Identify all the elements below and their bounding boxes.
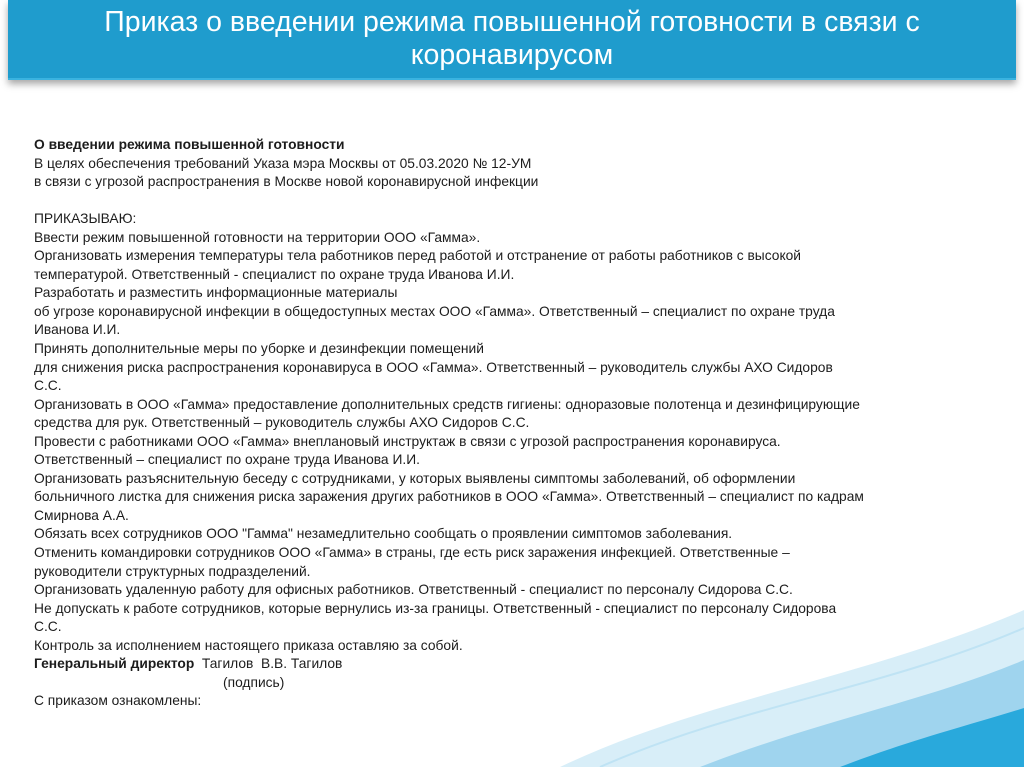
order-line: Организовать измерения температуры тела работников перед работой и отстранение от работы работников с высокой xyxy=(34,248,802,264)
order-line: Ответственный – специалист по охране труда Иванова И.И. xyxy=(34,452,420,468)
order-line: руководители структурных подразделений. xyxy=(34,563,311,579)
order-document xyxy=(34,136,1009,711)
signature-name: Тагилов В.В. Тагилов xyxy=(194,656,343,672)
order-line: средства для рук. Ответственный – руководитель службы АХО Сидоров С.С. xyxy=(34,415,530,431)
order-line: С.С. xyxy=(34,619,62,635)
order-line: Ввести режим повышенной готовности на территории ООО «Гамма». xyxy=(34,229,481,245)
order-line: Организовать разъяснительную беседу с сотрудниками, у которых выявлены симптомы заболеваний, об оформлении xyxy=(34,470,796,486)
signature-caption: (подпись) xyxy=(223,674,285,690)
intro-line: в связи с угрозой распространения в Москве новой коронавирусной инфекции xyxy=(34,174,539,190)
order-line: Провести с работниками ООО «Гамма» внеплановый инструктаж в связи с угрозой распространения коронавируса. xyxy=(34,433,781,449)
order-line: об угрозе коронавирусной инфекции в общедоступных местах ООО «Гамма». Ответственный – специалист по охране труда xyxy=(34,303,835,319)
order-line: С.С. xyxy=(34,378,62,394)
order-word: ПРИКАЗЫВАЮ: xyxy=(34,211,137,227)
order-line: Организовать в ООО «Гамма» предоставление дополнительных средств гигиены: одноразовые полотенца и дезинфицирующие xyxy=(34,396,860,412)
slide-title: Приказ о введении режима повышенной готовности в связи с коронавирусом xyxy=(104,6,920,71)
document-heading: О введении режима повышенной готовности xyxy=(34,137,345,152)
order-line: для снижения риска распространения коронавируса в ООО «Гамма». Ответственный – руководитель службы АХО Сидоров xyxy=(34,359,833,375)
order-line: Смирнова А.А. xyxy=(34,507,129,523)
signature-row xyxy=(34,655,1009,674)
order-line: Не допускать к работе сотрудников, которые вернулись из-за границы. Ответственный - специалист по персоналу Сидорова xyxy=(34,600,837,616)
order-line: больничного листка для снижения риска заражения других работников в ООО «Гамма». Ответственный – специалист по кадрам xyxy=(34,489,864,505)
order-line: Разработать и разместить информационные материалы xyxy=(34,285,398,301)
order-line: Принять дополнительные меры по уборке и дезинфекции помещений xyxy=(34,341,484,357)
order-line: Организовать удаленную работу для офисных работников. Ответственный - специалист по персоналу Сидорова С.С. xyxy=(34,582,793,598)
order-line: температурой. Ответственный - специалист по охране труда Иванова И.И. xyxy=(34,266,515,282)
order-line: Контроль за исполнением настоящего приказа оставляю за собой. xyxy=(34,637,463,653)
order-line: Отменить командировки сотрудников ООО «Гамма» в страны, где есть риск заражения инфекцией. Ответственные – xyxy=(34,545,790,561)
order-line: Обязать всех сотрудников ООО "Гамма" незамедлительно сообщать о проявлении симптомов заболевания. xyxy=(34,526,733,542)
spacer xyxy=(34,192,1009,211)
order-line: Иванова И.И. xyxy=(34,322,121,338)
signature-position: Генеральный директор xyxy=(34,656,195,672)
intro-line: В целях обеспечения требований Указа мэра Москвы от 05.03.2020 № 12-УМ xyxy=(34,155,532,171)
acknowledged-line: С приказом ознакомлены: xyxy=(34,693,202,709)
